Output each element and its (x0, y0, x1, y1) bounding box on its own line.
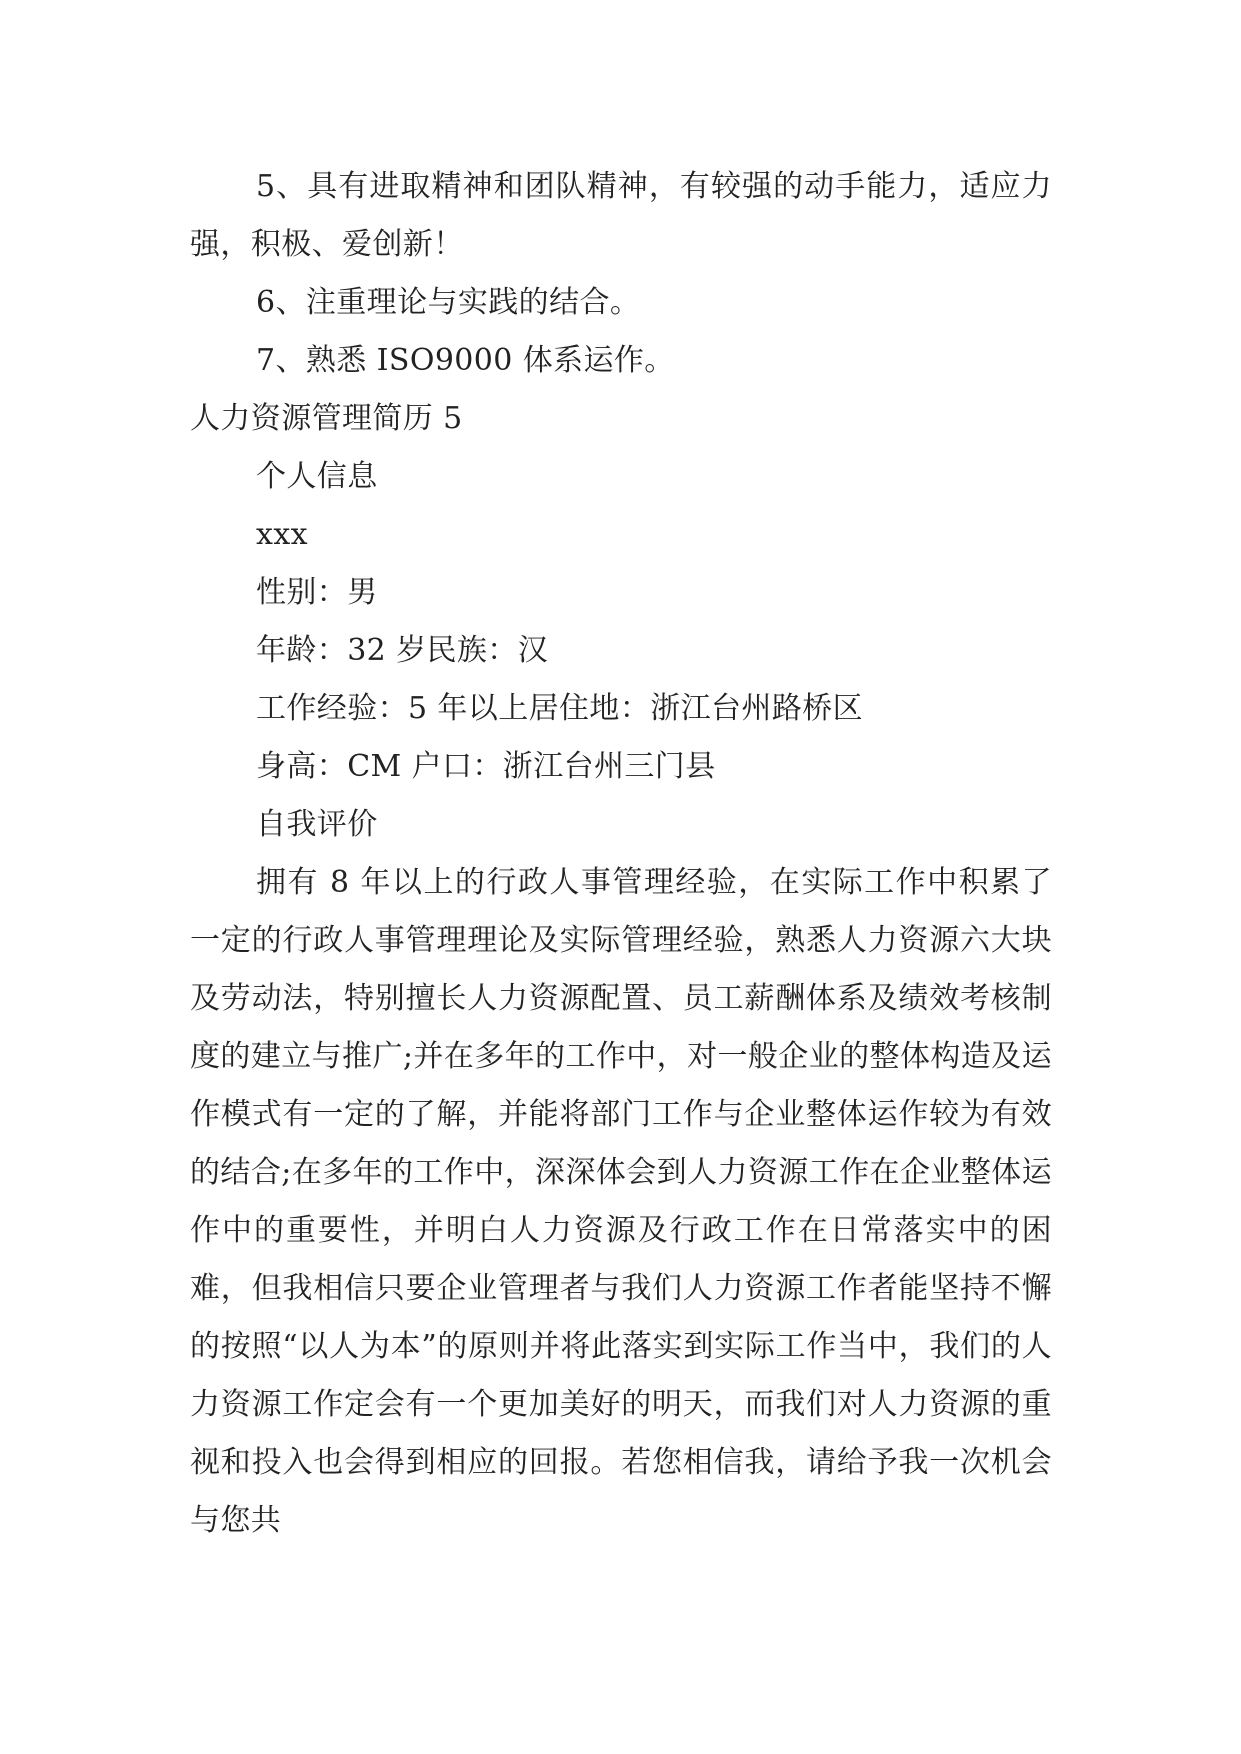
list-item-5: 5、具有进取精神和团队精神，有较强的动手能力，适应力强，积极、爱创新！ (190, 169, 1052, 262)
list-item-7: 7、熟悉 ISO9000 体系运作。 (256, 343, 675, 378)
self-evaluation-heading: 自我评价 (256, 807, 378, 842)
document-body (190, 158, 1052, 1550)
personal-age-ethnicity: 年龄：32 岁民族：汉 (256, 633, 549, 668)
section-title: 人力资源管理简历 5 (190, 401, 463, 436)
self-evaluation-body: 拥有 8 年以上的行政人事管理经验，在实际工作中积累了一定的行政人事管理理论及实际管理经验，熟悉人力资源六大块及劳动法，特别擅长人力资源配置、员工薪酬体系及绩效考核制度的建立与推广;并在多年的工作中，对一般企业的整体构造及运作模式有一定的了解，并能将部门工作与企业整体运作较为有效的结合;在多年的工作中，深深体会到人力资源工作在企业整体运作中的重要性，并明白人力资源及行政工作在日常落实中的困难，但我相信只要企业管理者与我们人力资源工作者能坚持不懈的按照“以人为本”的原则并将此落实到实际工作当中，我们的人力资源工作定会有一个更加美好的明天，而我们对人力资源的重视和投入也会得到相应的回报。若您相信我，请给予我一次机会与您共 (190, 865, 1052, 1538)
personal-height-hukou: 身高：CM 户口：浙江台州三门县 (256, 749, 716, 784)
personal-name: xxx (256, 517, 308, 552)
personal-experience-residence: 工作经验：5 年以上居住地：浙江台州路桥区 (256, 691, 864, 726)
personal-info-heading: 个人信息 (256, 459, 378, 494)
personal-gender: 性别：男 (256, 575, 378, 610)
list-item-6: 6、注重理论与实践的结合。 (256, 285, 641, 320)
